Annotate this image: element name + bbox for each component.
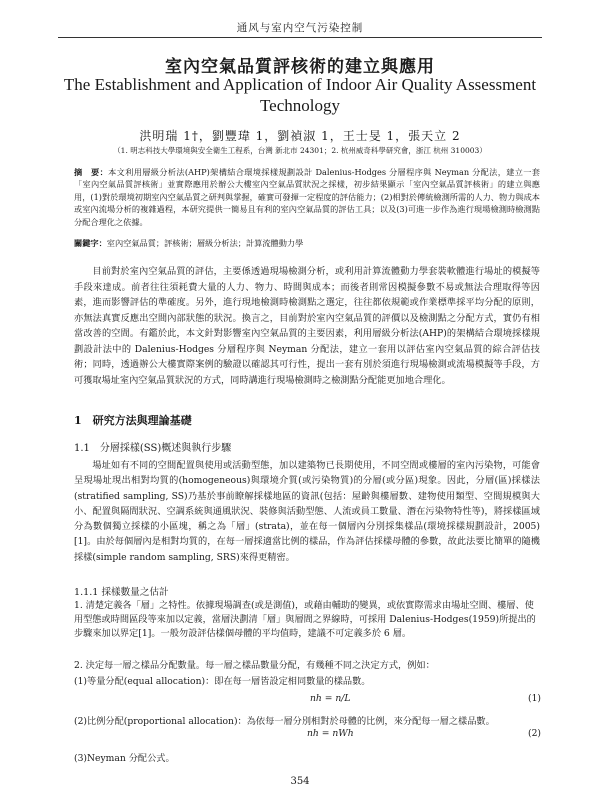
header-rule [58,37,542,38]
equation: nh = n/L [310,693,351,704]
running-head: 通风与室内空气污染控制 [236,22,364,34]
affiliation: （1. 明志科技大學環境與安全衛生工程系，台灣 新北市 24301；2. 杭州威奇科學研究會，浙江 杭州 310003） [113,146,487,155]
keywords-text: 室內空氣品質；評核術；層級分析法；計算流體動力學 [106,238,304,248]
keywords-label: 關鍵字： [74,238,107,248]
list-item: 2. 決定每一層之樣品分配數量。每一層之樣品數量分配，有幾種不同之決定方式，例如： [74,660,435,671]
equation-number: (2) [528,728,542,739]
list-item: (1)等量分配(equal allocation)：即在每一層皆設定相同數量的樣品數。 [74,676,371,687]
title-chinese: 室內空氣品質評核術的建立與應用 [165,57,435,77]
equation: nh = nWh [307,728,354,739]
subsubsection-heading: 1.1.1 採樣數量之估計 [74,587,169,598]
title-english: The Establishment and Application of Indoor Air Quality Assessment Technology [63,75,537,115]
abstract-label: 摘 要： [74,167,109,177]
abstract [74,166,540,228]
authors: 洪明瑞 1†，劉豐瑋 1，劉禎淑 1，王士旻 1，張天立 2 [139,129,461,143]
equation-number: (1) [528,693,542,704]
list-item: (2)比例分配(proportional allocation)：為依每一層分別相對於母體的比例，來分配每一層之樣品數。 [74,716,495,727]
abstract-text: 本文利用層級分析法(AHP)架構結合環境採樣規劃設計 Dalenius-Hodges 分層程序與 Neyman 分配法，建立一套「室內空氣品質評核術」並實際應用於辦公大樓室內空氣品質狀況之採樣，初步結果顯示「室內空氣品質評核術」的建立與應用，(1)對於環境初期室內空氣品質之研判與掌握，確實可發揮一定程度的評估能力；(2)相對於傳統檢測所需的人力、物力與成本或室內流場分析的複雜過程，本研究提供一簡易且有利的室內空氣品質的評估工具；以及(3)可進一步作為進行現場檢測時檢測點分配合理化之依據。 [74,167,540,227]
page-number: 354 [290,776,310,787]
keywords [74,237,540,249]
subsection-heading: 1.1 分層採樣(SS)概述與執行步驟 [74,443,232,454]
body-paragraph: 場址如有不同的空間配置與使用或活動型態，加以建築物已長期使用，不同空間或樓層的室內污染物，可能會呈現場址現出相對均質的(homogeneous)與環境介質(或污染物質)的分層(或分區)現象。因此，分層(區)採樣法(stratified sampling, SS)乃基於事前瞭解採樣地區的資訊(包括：屋齡與樓層數、建物使用類型、空間規模與大小、配置與隔間狀況、空調系統與通風狀況、裝修與活動型態、人流或員工數量、潛在污染物特性等)，將採樣區域分為數個獨立採樣的小區塊，稱之為「層」(strata)，並在每一個層內分別採集樣品(環境採樣規劃設計，2005)[1]。由於每個層內是相對均質的，在每一層採適當比例的樣品，作為評估採樣母體的參數，故此法要比簡單的隨機採樣(simple random sampling, SRS)來得更精密。 [74,460,540,563]
list-item: 1. 清楚定義各「層」之特性。依據現場調查(或是測值)，或藉由輔助的變異，或依實際需求由場址空間、樓層、使用型態或時間區段等來加以定義，當層決劃清「層」與層間之界線時，可採用 Dalenius-Hodges(1959)所提出的步驟來加以界定[1]。一般勿設評估樣個母體的平均值時，建議不可定義多於 6 層。 [74,600,536,640]
list-item: (3)Neyman 分配公式。 [74,753,175,764]
intro-paragraph: 目前對於室內空氣品質的評估，主要係透過現場檢測分析，或利用計算流體動力學套裝軟體進行場址的模擬等手段來達成。前者往往須耗費大量的人力、物力、時間與成本；而後者則常因模擬參數不易或無法合理取得等因素，進而影響評估的準確度。另外，進行現地檢測時檢測點之選定，往往都依規範或作業標準採平均分配的原則，亦無法真實反應出空間內部狀態的狀況。換言之，目前對於室內空氣品質的評價以及檢測點之分配方式，實仍有相當改善的空間。有鑑於此，本文針對影響室內空氣品質的主要因素，利用層級分析法(AHP)的架構結合環境採樣規劃設計法中的 Dalenius-Hodges 分層程序與 Neyman 分配法，建立一套用以評估室內空氣品質的綜合評估技術；同時，透過辦公大樓實際案例的驗證以確認其可行性，提出一套有別於須進行現場檢測或流場模擬等手段，方可獲取場址室內空氣品質狀況的方式，同時講進行現場檢測時之檢測點分配能更加地合理化。 [74,266,540,386]
section-heading: 1 研究方法與理論基礎 [74,414,192,427]
